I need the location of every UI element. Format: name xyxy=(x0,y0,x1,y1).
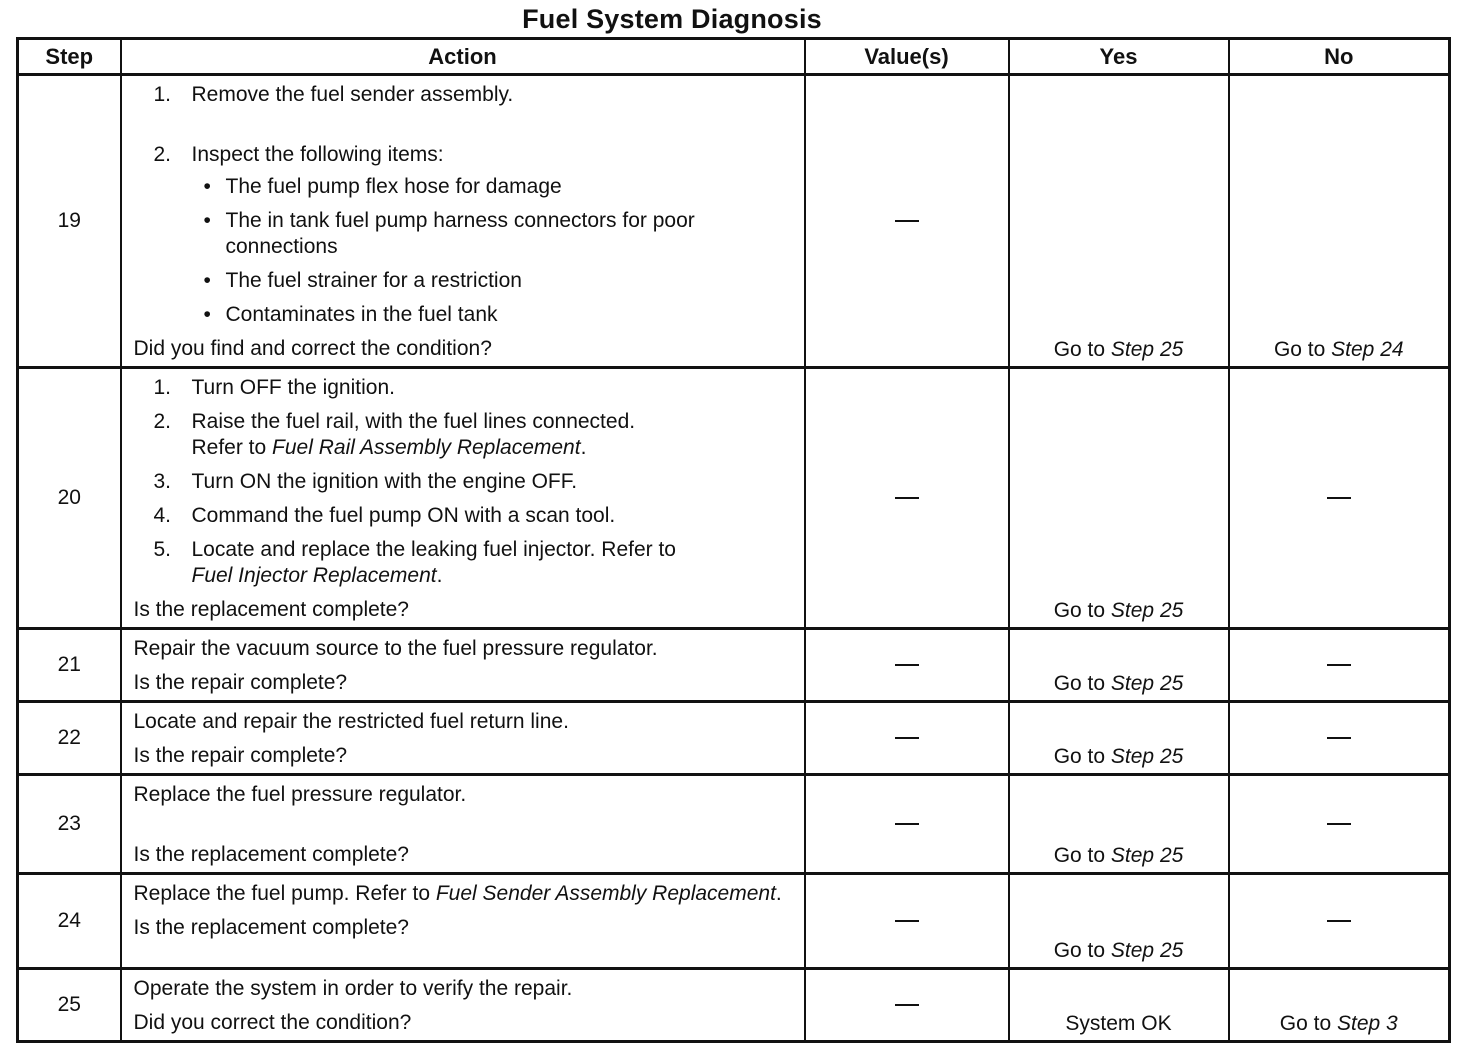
no-cell xyxy=(1229,874,1450,969)
no-cell: Go to Step 3 xyxy=(1229,969,1450,1042)
no-cell xyxy=(1229,702,1450,775)
action-text: Replace the fuel pressure regulator. xyxy=(133,783,467,806)
table-row xyxy=(18,75,1450,368)
header-action: Action xyxy=(121,39,805,75)
header-yes: Yes xyxy=(1009,39,1229,75)
dash-mark xyxy=(895,1004,919,1006)
page-title: Fuel System Diagnosis xyxy=(522,4,822,34)
value-cell xyxy=(805,629,1009,702)
dash-mark xyxy=(1327,737,1351,739)
step-link: Step 24 xyxy=(1331,338,1404,361)
yes-cell: Go to Step 25 xyxy=(1009,775,1229,874)
step-number: 24 xyxy=(18,874,121,969)
action-step: 5. Locate and replace the leaking fuel injector. Refer to Fuel Injector Replacement. xyxy=(153,538,676,587)
bullet-item: • The fuel strainer for a restriction xyxy=(203,269,522,292)
action-question: Did you find and correct the condition? xyxy=(133,337,492,360)
no-cell xyxy=(1229,775,1450,874)
action-cell xyxy=(121,702,805,775)
step-number: 22 xyxy=(18,702,121,775)
step-link: Step 25 xyxy=(1110,844,1184,867)
dash-mark xyxy=(895,920,919,922)
action-cell xyxy=(121,629,805,702)
no-cell xyxy=(1229,368,1450,629)
action-step: 2. Inspect the following items: xyxy=(153,143,444,166)
value-cell xyxy=(805,969,1009,1042)
header-values: Value(s) xyxy=(805,39,1009,75)
step-number: 19 xyxy=(18,75,121,368)
action-text: Operate the system in order to verify the repair. xyxy=(133,977,573,1000)
step-number: 20 xyxy=(18,368,121,629)
action-text: Replace the fuel pump. Refer to Fuel Sender Assembly Replacement. xyxy=(133,882,782,905)
dash-mark xyxy=(1327,497,1351,499)
dash-mark xyxy=(895,220,919,222)
action-cell xyxy=(121,75,805,368)
action-question: Is the repair complete? xyxy=(133,744,348,767)
yes-cell: Go to Step 25 xyxy=(1009,702,1229,775)
table-row xyxy=(18,629,1450,702)
dash-mark xyxy=(1327,920,1351,922)
table-row xyxy=(18,969,1450,1042)
action-step: 3. Turn ON the ignition with the engine OFF. xyxy=(153,470,578,493)
action-question: Is the replacement complete? xyxy=(133,598,409,621)
action-text: Locate and repair the restricted fuel return line. xyxy=(133,710,569,733)
action-question: Is the replacement complete? xyxy=(133,843,409,866)
action-question: Did you correct the condition? xyxy=(133,1011,412,1034)
step-link: Step 3 xyxy=(1337,1012,1398,1035)
action-step: 4. Command the fuel pump ON with a scan tool. xyxy=(153,504,616,527)
step-number: 21 xyxy=(18,629,121,702)
header-step: Step xyxy=(18,39,121,75)
yes-cell: Go to Step 25 xyxy=(1009,629,1229,702)
no-cell xyxy=(1229,629,1450,702)
dash-mark xyxy=(1327,823,1351,825)
value-cell xyxy=(805,775,1009,874)
no-cell: Go to Step 24 xyxy=(1229,75,1450,368)
action-step: 2. Raise the fuel rail, with the fuel lines connected. Refer to Fuel Rail Assembly Replacement. xyxy=(153,410,636,459)
step-link: Step 25 xyxy=(1110,745,1184,768)
header-row xyxy=(18,39,1450,75)
action-step: 1. Remove the fuel sender assembly. xyxy=(153,83,514,106)
action-cell xyxy=(121,775,805,874)
dash-mark xyxy=(1327,664,1351,666)
dash-mark xyxy=(895,823,919,825)
value-cell xyxy=(805,75,1009,368)
action-text: Repair the vacuum source to the fuel pressure regulator. xyxy=(133,637,658,660)
bullet-item: • The fuel pump flex hose for damage xyxy=(203,175,562,198)
action-text: Inspect the following items: xyxy=(191,143,444,166)
dash-mark xyxy=(895,497,919,499)
table-row xyxy=(18,368,1450,629)
action-cell xyxy=(121,368,805,629)
yes-cell: Go to Step 25 xyxy=(1009,75,1229,368)
header-no: No xyxy=(1229,39,1450,75)
step-link: Step 25 xyxy=(1110,338,1184,361)
value-cell xyxy=(805,874,1009,969)
table-row xyxy=(18,775,1450,874)
action-text: Remove the fuel sender assembly. xyxy=(191,83,514,106)
action-question: Is the replacement complete? xyxy=(133,916,409,939)
yes-cell: Go to Step 25 xyxy=(1009,368,1229,629)
step-link: Step 25 xyxy=(1110,939,1184,962)
yes-cell: Go to Step 25 xyxy=(1009,874,1229,969)
diagnosis-table xyxy=(16,37,1451,1043)
bullet-item: • Contaminates in the fuel tank xyxy=(203,303,498,326)
step-number: 23 xyxy=(18,775,121,874)
dash-mark xyxy=(895,664,919,666)
dash-mark xyxy=(895,737,919,739)
action-question: Is the repair complete? xyxy=(133,671,348,694)
value-cell xyxy=(805,368,1009,629)
table-row xyxy=(18,874,1450,969)
action-cell xyxy=(121,969,805,1042)
bullet-item: • The in tank fuel pump harness connectors for poor connections xyxy=(203,209,695,258)
value-cell xyxy=(805,702,1009,775)
step-link: Step 25 xyxy=(1110,599,1184,622)
action-step: 1. Turn OFF the ignition. xyxy=(153,376,395,399)
step-number: 25 xyxy=(18,969,121,1042)
step-link: Step 25 xyxy=(1110,672,1184,695)
action-cell xyxy=(121,874,805,969)
yes-cell: System OK xyxy=(1009,969,1229,1042)
table-row xyxy=(18,702,1450,775)
